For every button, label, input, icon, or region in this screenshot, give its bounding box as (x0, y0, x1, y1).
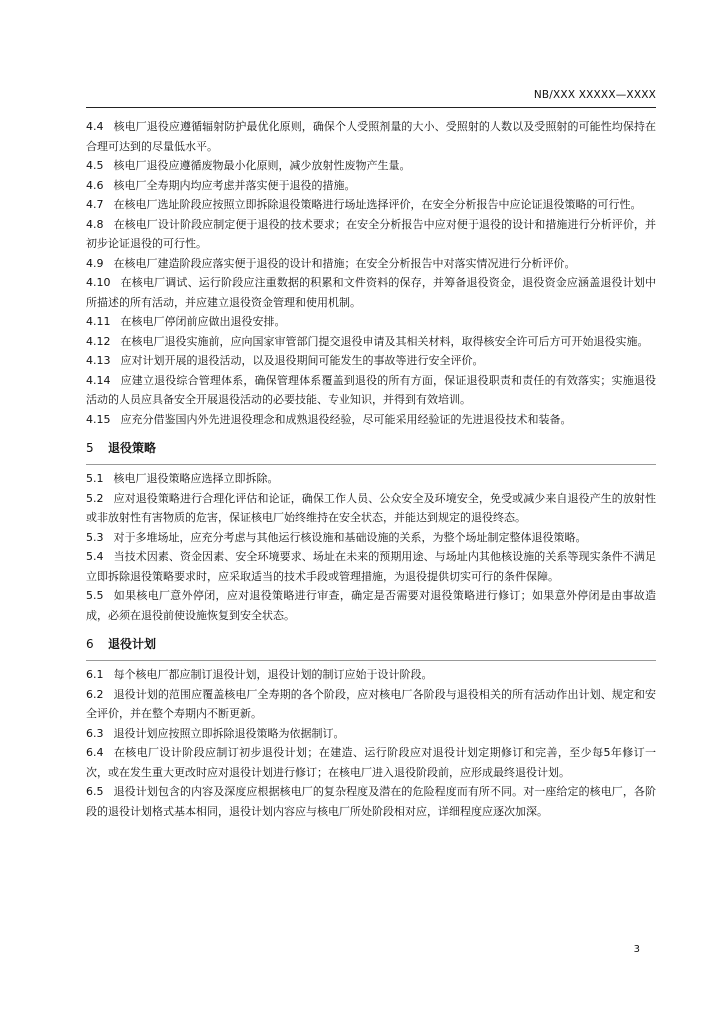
clause-text: 在核电厂停闭前应做出退役安排。 (120, 315, 286, 328)
clause-number: 4.11 (86, 315, 111, 328)
clause-number: 5.3 (86, 530, 104, 544)
clause-number: 4.5 (86, 159, 104, 172)
clause-6-2 (86, 685, 656, 724)
clause-text: 核电厂退役应遵循废物最小化原则，减少放射性废物产生量。 (113, 159, 411, 172)
clause-number: 4.13 (86, 354, 111, 367)
clause-4-10 (86, 273, 656, 312)
section-6-heading (86, 634, 656, 654)
clause-number: 5.2 (86, 491, 104, 505)
clause-text: 应对退役策略进行合理化评估和论证，确保工作人员、公众安全及环境安全，免受或减少来自退役产生的放射性或非放射性有害物质的危害，保证核电厂始终维持在安全状态，并能达到规定的退役终态。 (86, 491, 656, 524)
clause-number: 4.4 (86, 120, 104, 133)
clause-4-9 (86, 254, 656, 274)
clause-5-4 (86, 547, 656, 586)
section-4-clauses (86, 117, 656, 429)
clause-6-5 (86, 782, 656, 821)
section-divider (86, 464, 656, 465)
clause-text: 退役计划包含的内容及深度应根据核电厂的复杂程度及潜在的危险程度而有所不同。对一座给定的核电厂，各阶段的退役计划格式基本相同，退役计划内容应与核电厂所处阶段相对应，详细程度应逐次加深。 (86, 785, 656, 818)
clause-4-4 (86, 117, 656, 156)
clause-text: 核电厂退役应遵循辐射防护最优化原则，确保个人受照剂量的大小、受照射的人数以及受照射的可能性均保持在合理可达到的尽量低水平。 (86, 120, 656, 153)
clause-text: 在核电厂建造阶段应落实便于退役的设计和措施；在安全分析报告中对落实情况进行分析评价。 (113, 256, 576, 270)
clause-number: 5.1 (86, 472, 104, 485)
clause-text: 应对计划开展的退役活动，以及退役期间可能发生的事故等进行安全评价。 (120, 354, 484, 367)
clause-number: 4.15 (86, 412, 111, 426)
section-5-clauses (86, 469, 656, 625)
header-rule (86, 107, 656, 108)
document-body (86, 117, 656, 821)
section-5-heading (86, 438, 656, 458)
clause-4-14 (86, 371, 656, 410)
clause-number: 6.4 (86, 746, 104, 759)
section-title: 退役计划 (108, 637, 157, 651)
clause-text: 每个核电厂都应制订退役计划，退役计划的制订应始于设计阶段。 (113, 668, 433, 681)
clause-text: 应充分借鉴国内外先进退役理念和成熟退役经验，尽可能采用经验证的先进退役技术和装备。 (120, 412, 572, 426)
clause-number: 5.5 (86, 589, 104, 602)
clause-number: 4.8 (86, 217, 104, 231)
clause-5-1 (86, 469, 656, 489)
clause-5-5 (86, 586, 656, 625)
clause-number: 6.1 (86, 668, 104, 681)
clause-4-13 (86, 351, 656, 371)
clause-text: 在核电厂设计阶段应制订初步退役计划；在建造、运行阶段应对退役计划定期修订和完善，至少每5年修订一次，或在发生重大更改时应对退役计划进行修订；在核电厂进入退役阶段前，应形成最终退役计划。 (86, 746, 656, 779)
section-number: 6 (86, 637, 94, 651)
clause-text: 退役计划的范围应覆盖核电厂全寿期的各个阶段，应对核电厂各阶段与退役相关的所有活动作出计划、规定和安全评价，并在整个寿期内不断更新。 (86, 687, 656, 720)
clause-text: 当技术因素、资金因素、安全环境要求、场址在未来的预期用途、与场址内其他核设施的关系等现实条件不满足立即拆除退役策略要求时，应采取适当的技术手段或管理措施，为退役提供切实可行的条件保障。 (86, 550, 656, 583)
section-6-clauses (86, 665, 656, 821)
section-title: 退役策略 (108, 441, 157, 455)
clause-text: 在核电厂设计阶段应制定便于退役的技术要求；在安全分析报告中应对便于退役的设计和措施进行分析评价，并初步论证退役的可行性。 (86, 217, 656, 250)
section-divider (86, 660, 656, 661)
clause-number: 5.4 (86, 550, 104, 563)
clause-number: 4.7 (86, 198, 104, 211)
clause-4-8 (86, 215, 656, 254)
clause-text: 退役计划应按照立即拆除退役策略为依据制订。 (113, 726, 345, 740)
clause-6-4 (86, 743, 656, 782)
clause-text: 对于多堆场址，应充分考虑与其他运行核设施和基础设施的关系，为整个场址制定整体退役策略。 (113, 530, 587, 544)
clause-4-6 (86, 176, 656, 196)
clause-6-1 (86, 665, 656, 685)
document-number-header: NB/XXX XXXXX—XXXX (533, 89, 656, 101)
clause-number: 4.6 (86, 178, 104, 192)
clause-4-12 (86, 332, 656, 352)
clause-4-5 (86, 156, 656, 176)
clause-4-7 (86, 195, 656, 215)
clause-text: 在核电厂退役实施前，应向国家审管部门提交退役申请及其相关材料，取得核安全许可后方可开始退役实施。 (120, 334, 649, 348)
clause-4-11 (86, 312, 656, 332)
clause-number: 4.14 (86, 373, 111, 387)
clause-6-3 (86, 724, 656, 744)
clause-5-3 (86, 528, 656, 548)
clause-number: 6.5 (86, 785, 104, 798)
page-number: 3 (633, 944, 640, 955)
clause-number: 4.9 (86, 256, 104, 270)
clause-4-15 (86, 410, 656, 430)
clause-text: 在核电厂选址阶段应按照立即拆除退役策略进行场址选择评价，在安全分析报告中应论证退役策略的可行性。 (113, 198, 642, 211)
clause-text: 核电厂退役策略应选择立即拆除。 (113, 472, 279, 485)
clause-text: 核电厂全寿期内均应考虑并落实便于退役的措施。 (113, 178, 356, 192)
clause-number: 4.12 (86, 334, 111, 348)
clause-number: 6.2 (86, 687, 104, 701)
clause-text: 在核电厂调试、运行阶段应注重数据的积累和文件资料的保存，并筹备退役资金，退役资金应涵盖退役计划中所描述的所有活动，并应建立退役资金管理和使用机制。 (86, 276, 656, 309)
section-number: 5 (86, 441, 94, 455)
clause-number: 6.3 (86, 726, 104, 740)
clause-number: 4.10 (86, 276, 111, 289)
clause-text: 如果核电厂意外停闭，应对退役策略进行审查，确定是否需要对退役策略进行修订；如果意外停闭是由事故造成，必须在退役前使设施恢复到安全状态。 (86, 589, 656, 622)
clause-text: 应建立退役综合管理体系，确保管理体系覆盖到退役的所有方面，保证退役职责和责任的有效落实；实施退役活动的人员应具备安全开展退役活动的必要技能、专业知识，并得到有效培训。 (86, 373, 656, 406)
clause-5-2 (86, 489, 656, 528)
